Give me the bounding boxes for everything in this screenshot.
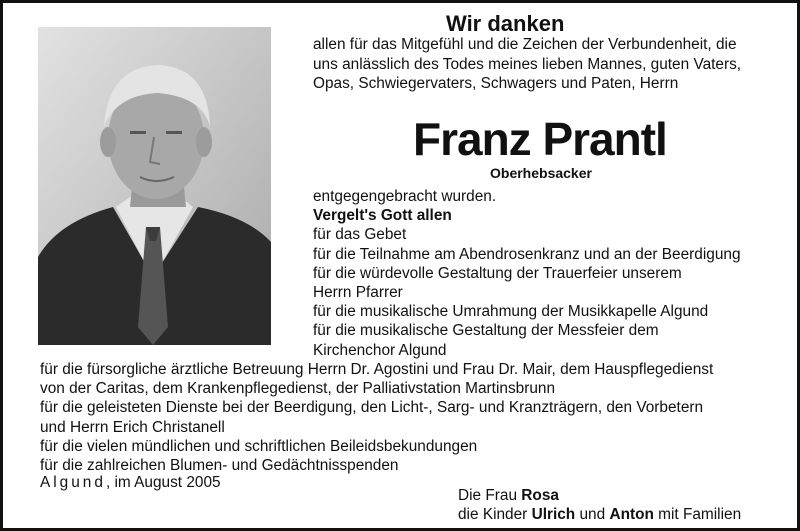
thanks-item: für die Teilnahme am Abendrosenkranz und an der Beerdigung (313, 245, 741, 263)
thanks-item: für die fürsorgliche ärztliche Betreuung Herrn Dr. Agostini und Frau Dr. Mair, dem Hauspflegedienst (40, 361, 714, 378)
thanks-item: Herrn Pfarrer (313, 284, 403, 302)
intro-line: uns anlässlich des Todes meines lieben Mannes, guten Vaters, (313, 55, 742, 73)
signature-text: und (575, 506, 610, 524)
signature-text: mit Familien (653, 506, 742, 524)
thanks-item: für die geleisteten Dienste bei der Beerdigung, den Licht-, Sarg- und Kranzträgern, den Vorbetern (40, 399, 704, 417)
intro-line: allen für das Mitgefühl und die Zeichen der Verbundenheit, die (313, 36, 737, 53)
heading-wir-danken: Wir danken (446, 11, 565, 36)
signature-name: Anton (609, 506, 654, 524)
thanks-item: von der Caritas, dem Krankenpflegedienst, der Palliativstation Martinsbrunn (40, 380, 556, 398)
portrait-photo (38, 27, 271, 345)
deceased-name: Franz Prantl (413, 113, 667, 165)
thanks-item: für die musikalische Gestaltung der Messfeier dem (313, 322, 659, 340)
signature-line-wife (458, 486, 741, 505)
signature-name: Ulrich (531, 506, 576, 524)
thanks-list-right (313, 187, 793, 360)
signature-block (458, 486, 741, 524)
signature-name: Rosa (521, 487, 559, 504)
place-date (40, 474, 221, 492)
thanks-item: für die musikalische Umrahmung der Musikkapelle Algund (313, 303, 709, 321)
signature-text: Die Frau (458, 487, 522, 504)
date-text: , im August 2005 (105, 474, 221, 491)
house-name: Oberhebsacker (490, 165, 592, 181)
thanks-item: für die würdevolle Gestaltung der Trauerfeier unserem (313, 264, 682, 282)
vergelts-gott-line: Vergelt's Gott allen (313, 207, 452, 225)
thanks-item: für die zahlreichen Blumen- und Gedächtnisspenden (40, 457, 399, 475)
signature-text: die Kinder (458, 506, 532, 524)
place-name: Algund (40, 474, 106, 491)
signature-line-children (458, 505, 741, 524)
thanks-list-full (40, 360, 790, 475)
thanks-item: Kirchenchor Algund (313, 341, 447, 359)
received-line: entgegengebracht wurden. (313, 188, 497, 205)
intro-text (313, 35, 783, 94)
thanks-item: für das Gebet (313, 226, 407, 244)
thanks-item: und Herrn Erich Christanell (40, 418, 225, 436)
thanks-item: für die vielen mündlichen und schriftlichen Beileidsbekundungen (40, 437, 478, 455)
intro-line: Opas, Schwiegervaters, Schwagers und Paten, Herrn (313, 75, 679, 92)
